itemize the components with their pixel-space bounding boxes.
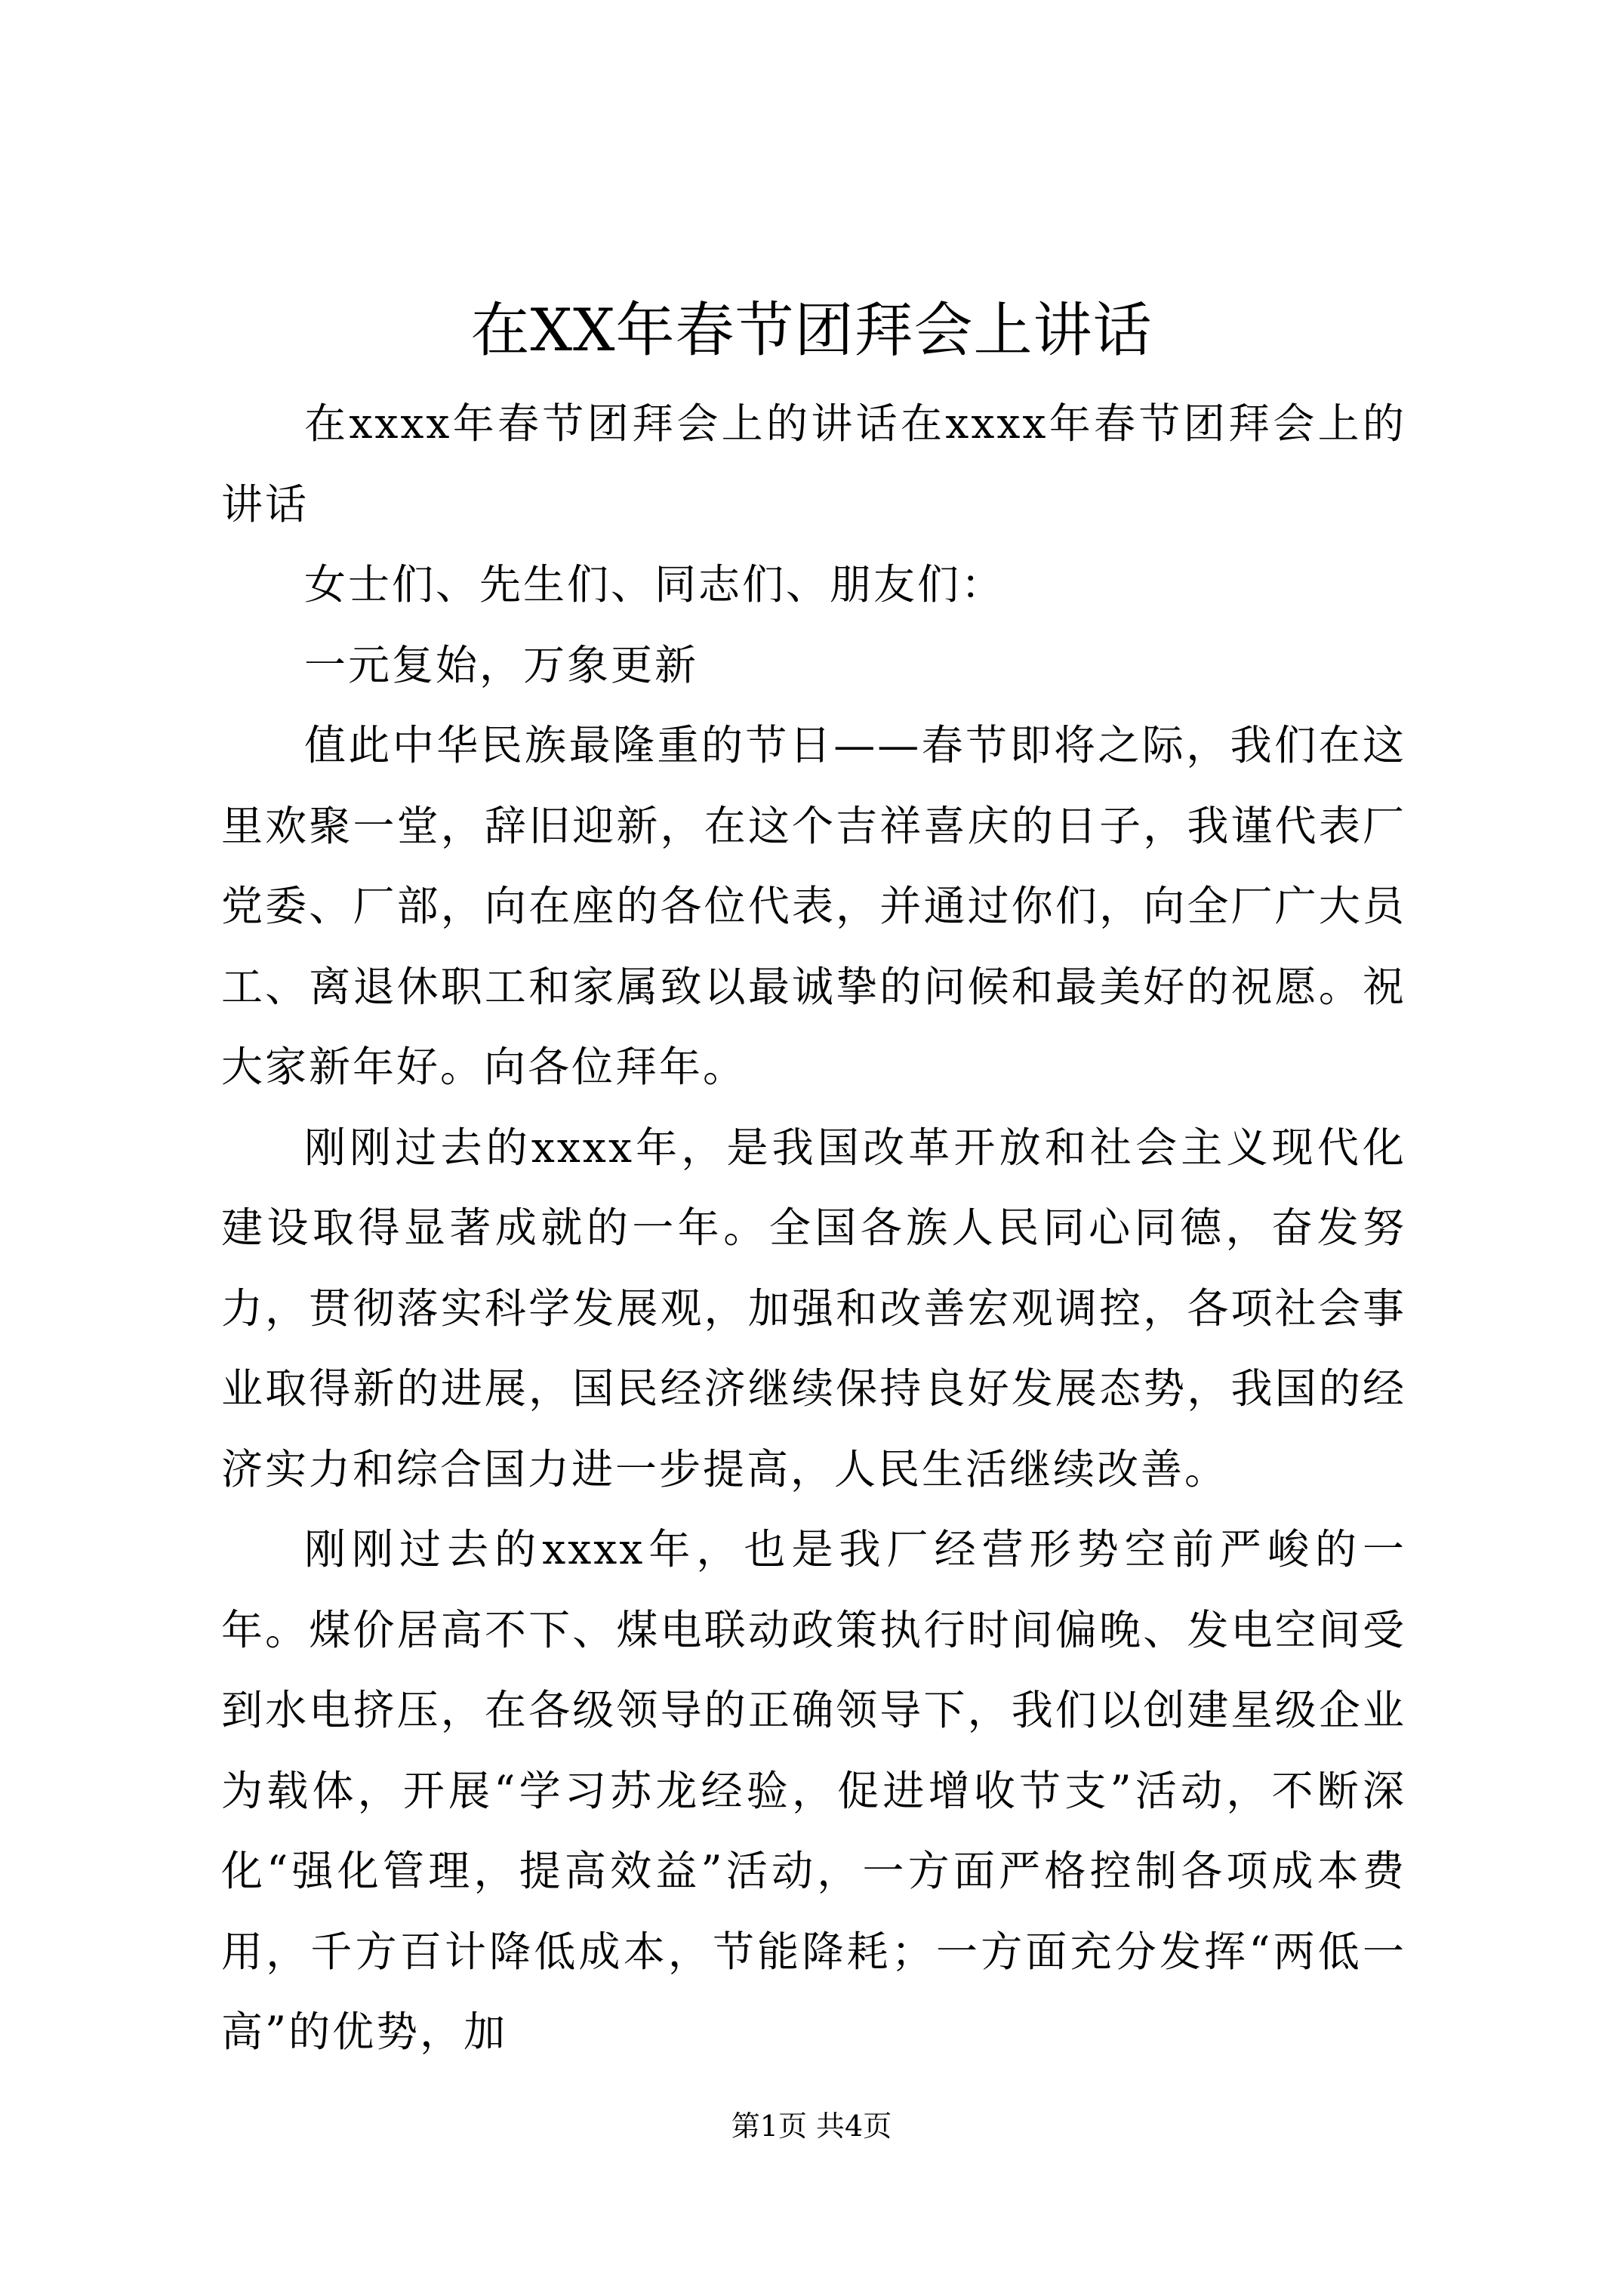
paragraph: 刚刚过去的xxxx年，也是我厂经营形势空前严峻的一年。煤价居高不下、煤电联动政策执行时间偏晚、发电空间受到水电挤压，在各级领导的正确领导下，我们以创建星级企业为载体，开展“学习苏龙经验，促进增收节支”活动，不断深化“强化管理，提高效益”活动，一方面严格控制各项成本费用，千方百计降低成本，节能降耗；一方面充分发挥“两低一高”的优势，加 (221, 1525, 1406, 2056)
paragraph: 女士们、先生们、同志们、朋友们： (304, 560, 1006, 609)
document-body (221, 384, 1406, 2073)
paragraph: 值此中华民族最隆重的节日——春节即将之际，我们在这里欢聚一堂，辞旧迎新，在这个吉祥喜庆的日子，我谨代表厂党委、厂部，向在座的各位代表，并通过你们，向全厂广大员工、离退休职工和家属致以最诚挚的问候和最美好的祝愿。祝大家新年好。向各位拜年。 (221, 721, 1406, 1091)
paragraph: 一元复始，万象更新 (304, 640, 699, 689)
paragraph: 刚刚过去的xxxx年，是我国改革开放和社会主义现代化建设取得显著成就的一年。全国各族人民同心同德，奋发努力，贯彻落实科学发展观，加强和改善宏观调控，各项社会事业取得新的进展，国民经济继续保持良好发展态势，我国的经济实力和综合国力进一步提高，人民生活继续改善。 (221, 1123, 1406, 1493)
document-title: 在XX年春节团拜会上讲话 (470, 297, 1153, 365)
page-footer: 第1页 共4页 (731, 2110, 892, 2143)
paragraph: 在xxxx年春节团拜会上的讲话在xxxx年春节团拜会上的讲话 (221, 399, 1406, 529)
